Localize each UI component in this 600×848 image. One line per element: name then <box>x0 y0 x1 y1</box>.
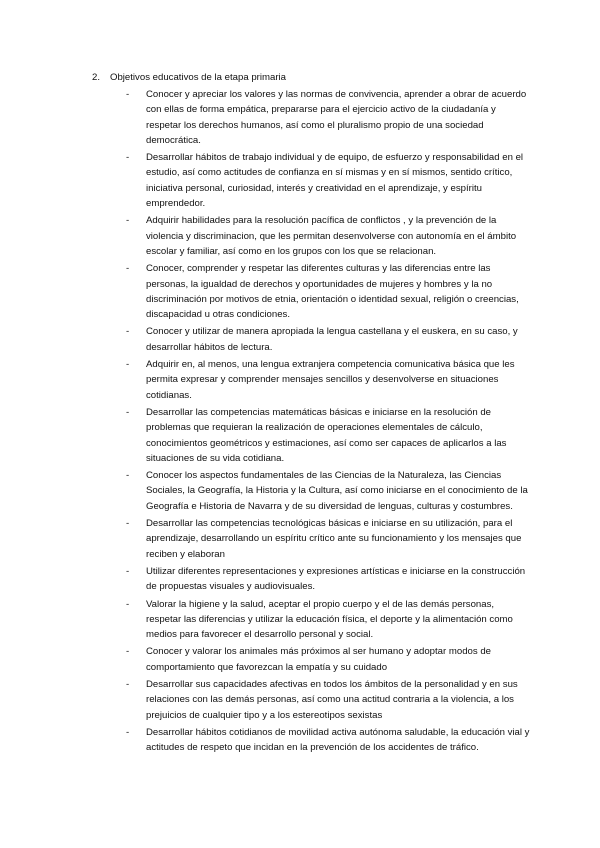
bullet-dash: - <box>126 646 130 658</box>
objective-item <box>126 644 530 675</box>
bullet-dash: - <box>126 359 130 371</box>
bullet-dash: - <box>126 678 130 690</box>
objective-item <box>126 213 530 259</box>
objective-item <box>126 468 530 514</box>
bullet-dash: - <box>126 215 130 227</box>
objectives-list <box>126 87 530 757</box>
objective-text: Desarrollar hábitos cotidianos de movilidad activa autónoma saludable, la educación vial y actitudes de respeto que incidan en la prevención de los accidentes de tráfico. <box>146 726 530 754</box>
objective-text: Desarrollar las competencias tecnológicas básicas e iniciarse en su utilización, para el aprendizaje, desarrollando un espíritu crítico ante su funcionamiento y los mensajes que reciben y elaboran <box>146 518 522 560</box>
objective-item <box>126 564 530 595</box>
bullet-dash: - <box>126 263 130 275</box>
objective-text: Conocer y apreciar los valores y las normas de convivencia, aprender a obrar de acuerdo con ellas de forma empática, prepararse para el ejercicio activo de la ciudadanía y respetar los derechos humanos, así como el pluralismo propio de una sociedad democrática. <box>146 89 527 146</box>
objective-text: Conocer y utilizar de manera apropiada la lengua castellana y el euskera, en su caso, y desarrollar hábitos de lectura. <box>146 326 518 353</box>
bullet-dash: - <box>126 726 130 738</box>
bullet-dash: - <box>126 518 130 530</box>
bullet-dash: - <box>126 406 130 418</box>
bullet-dash: - <box>126 152 130 164</box>
objective-text: Adquirir habilidades para la resolución pacífica de conflictos , y la prevención de la violencia y discriminacion, que les permitan desenvolverse con autonomía en el ámbito escolar y familiar, así como en los grupos con los que se relacionan. <box>146 215 517 257</box>
objective-text: Conocer y valorar los animales más próximos al ser humano y adoptar modos de comportamiento que favorezcan la empatía y su cuidado <box>146 646 492 673</box>
bullet-dash: - <box>126 89 130 100</box>
section-heading <box>92 71 286 85</box>
objective-text: Conocer, comprender y respetar las diferentes culturas y las diferencias entre las personas, la igualdad de derechos y oportunidades de mujeres y hombres y la no discriminación por motivos de etnia, orientación o identidad sexual, religión o creencias, discapacidad u otras condiciones. <box>146 263 519 321</box>
objective-item <box>126 357 530 403</box>
objective-text: Desarrollar las competencias matemáticas básicas e iniciarse en la resolución de problemas que requieran la realización de operaciones elementales de cálculo, conocimientos geométricos y estimaciones, así como ser capaces de aplicarlos a las situaciones de su vida cotidiana. <box>146 406 507 464</box>
objective-item <box>126 324 530 355</box>
objective-text: Utilizar diferentes representaciones y expresiones artísticas e iniciarse en la construcción de propuestas visuales y audiovisuales. <box>146 565 526 593</box>
objective-item <box>126 261 530 322</box>
objective-item <box>126 516 530 562</box>
objective-text: Conocer los aspectos fundamentales de las Ciencias de la Naturaleza, las Ciencias Sociales, la Geografía, la Historia y la Cultura, así como iniciarse en el conocimiento de la Geografía e Historia de Navarra y de su diversidad de lenguas, culturas y costumbres. <box>146 470 528 512</box>
section-number: 2. <box>92 72 101 83</box>
objective-item <box>126 725 530 756</box>
bullet-dash: - <box>126 598 130 610</box>
bullet-dash: - <box>126 326 130 338</box>
objective-item <box>126 150 530 211</box>
objective-text: Desarrollar hábitos de trabajo individual y de equipo, de esfuerzo y responsabilidad en el estudio, así como actitudes de confianza en sí mismas y en sí mismos, sentido crítico, iniciativa personal, curiosidad, interés y creatividad en el aprendizaje, y espíritu emprendedor. <box>146 152 524 210</box>
objective-item <box>126 597 530 643</box>
bullet-dash: - <box>126 470 130 482</box>
objective-item <box>126 87 530 148</box>
objective-item <box>126 405 530 466</box>
section-title: Objetivos educativos de la etapa primaria <box>110 72 286 83</box>
objective-text: Desarrollar sus capacidades afectivas en todos los ámbitos de la personalidad y en sus relaciones con las demás personas, así como una actitud contraria a la violencia, a los prejuicios de cualquier tipo y a los estereotipos sexistas <box>146 678 518 721</box>
objective-text: Valorar la higiene y la salud, aceptar el propio cuerpo y el de las demás personas, respetar las diferencias y utilizar la educación física, el deporte y la alimentación como medios para favorecer el desarrollo personal y social. <box>146 598 513 641</box>
objective-text: Adquirir en, al menos, una lengua extranjera competencia comunicativa básica que les permita expresar y comprender mensajes sencillos y desenvolverse en situaciones cotidianas. <box>146 359 515 401</box>
objective-item <box>126 677 530 723</box>
bullet-dash: - <box>126 565 130 577</box>
